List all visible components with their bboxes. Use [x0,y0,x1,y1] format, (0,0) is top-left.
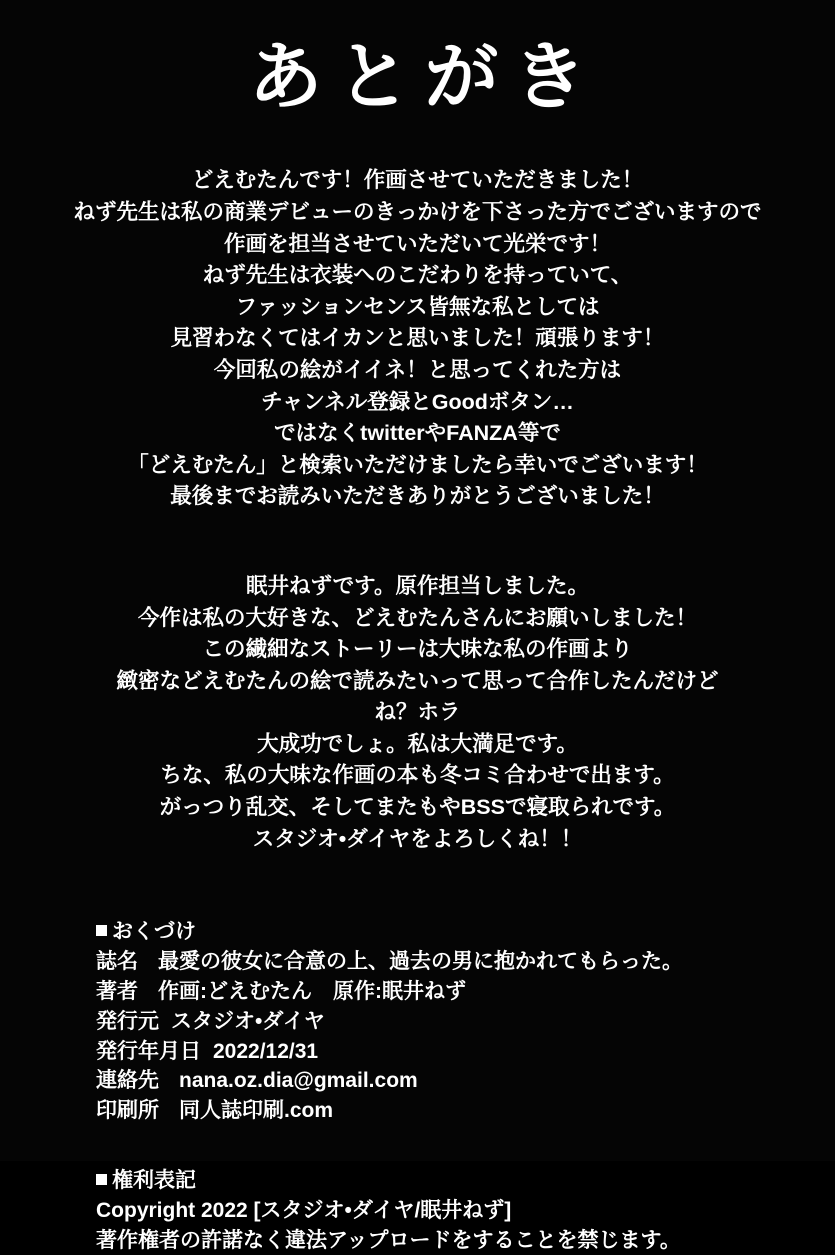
afterword-artist-line: 見習わなくてはイカンと思いました！頑張ります！ [170,326,665,351]
afterword-writer-line: 大成功でしょ。私は大満足です。 [257,731,578,756]
colophon-value: 最愛の彼女に合意の上、過去の男に抱かれてもらった。 [158,950,683,974]
colophon-value: 2022/12/31 [213,1039,319,1063]
colophon-row [96,977,835,1007]
page-title: あとがき [248,35,601,118]
square-bullet-icon [96,1174,107,1185]
afterword-artist-line: ファッションセンス皆無な私としては [235,294,600,319]
colophon-label: 印刷所 [96,1099,159,1123]
colophon-block [0,917,835,1255]
afterword-writer-line: 眠井ねずです。原作担当しました。 [246,573,589,598]
afterword-artist-line: チャンネル登録とGoodボタン… [261,389,574,414]
colophon-heading-label: おくづけ [112,920,196,944]
afterword-artist-line: どえむたんです！作画させていただきました！ [191,168,644,193]
afterword-artist-line: ねず先生は衣装へのこだわりを持っていて、 [202,263,633,288]
afterword-writer-line: 緻密などえむたんの絵で読みたいって思って合作したんだけど [116,668,719,693]
colophon-value: 同人誌印刷.com [179,1099,334,1123]
colophon-value: 作画:どえむたん 原作:眠井ねず [158,979,466,1003]
rights-block [96,1166,835,1255]
colophon-row [96,947,835,977]
colophon-label: 著者 [96,979,138,1003]
colophon-label: 発行元 [96,1009,159,1033]
afterword-artist-line: 今回私の絵がイイネ！と思ってくれた方は [213,357,622,382]
afterword-artist-line: ねず先生は私の商業デビューのきっかけを下さった方でございますので [73,199,762,224]
afterword-writer-line: この繊細なストーリーは大味な私の作画より [202,637,633,662]
afterword-writer-line: ね？ホラ [374,700,461,725]
afterword-artist-block [0,165,835,513]
afterword-writer-line: 今作は私の大好きな、どえむたんさんにお願いしました！ [137,605,697,630]
copyright-line: Copyright 2022 [スタジオ•ダイヤ/眠井ねず] [96,1198,512,1222]
rights-notice-line: 著作権者の許諾なく違法アップロードをすることを禁じます。 [96,1228,681,1252]
square-bullet-icon [96,925,107,936]
afterword-artist-line: ではなくtwitterやFANZA等で [274,421,561,446]
colophon-value: スタジオ•ダイヤ [171,1009,325,1033]
afterword-artist-line: 作画を担当させていただいて光栄です！ [223,231,611,256]
colophon-value: nana.oz.dia@gmail.com [179,1069,418,1093]
colophon-label: 連絡先 [96,1069,159,1093]
colophon-row [96,1037,835,1067]
colophon-row [96,1066,835,1096]
rights-heading-label: 権利表記 [112,1168,196,1192]
colophon-row [96,1096,835,1126]
afterword-writer-block [0,571,835,855]
afterword-artist-line: 「どえむたん」と検索いただけましたら幸いでございます！ [127,452,708,477]
afterword-writer-line: がっつり乱交、そしてまたもやBSSで寝取られです。 [159,795,676,820]
afterword-artist-line: 最後までお読みいただきありがとうございました！ [170,484,665,509]
rights-heading [96,1166,835,1196]
colophon-heading [96,917,835,947]
afterword-writer-line: スタジオ•ダイヤをよろしくね！！ [252,826,583,851]
colophon-label: 誌名 [96,950,138,974]
colophon-row [96,1007,835,1037]
colophon-label: 発行年月日 [96,1039,201,1063]
afterword-writer-line: ちな、私の大味な作画の本も冬コミ合わせで出ます。 [160,763,675,788]
